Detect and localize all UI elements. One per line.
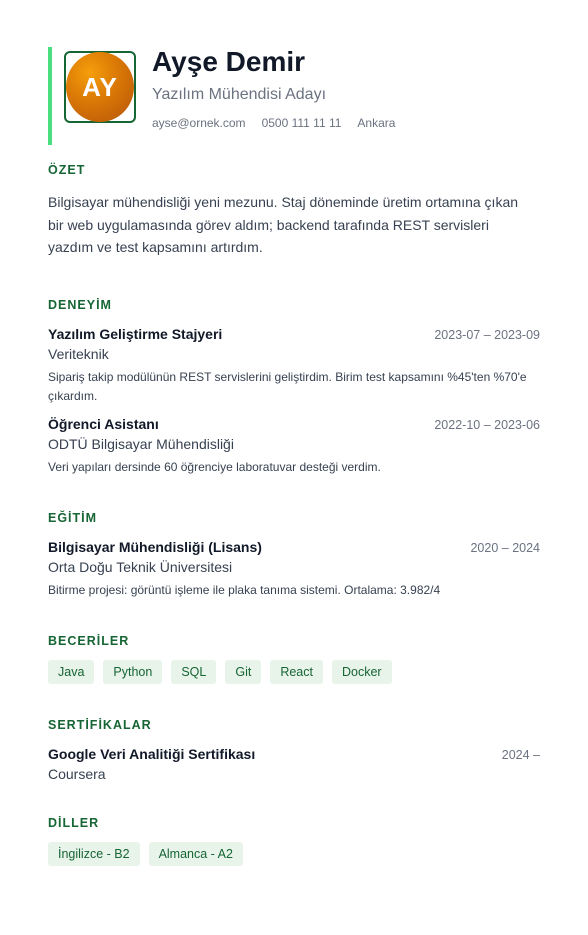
education-entry [48,539,540,600]
experience-role: Yazılım Geliştirme Stajyeri [48,325,223,342]
language-chip: İngilizce - B2 [48,842,140,866]
experience-section [48,298,540,477]
certificate-date: 2024 – [501,747,540,762]
section-title-certificates: SERTİFİKALAR [48,717,152,732]
skill-chip: Java [48,660,94,684]
certificate-name: Google Veri Analitiği Sertifikası [48,745,256,762]
candidate-name: Ayşe Demir [152,46,306,77]
section-title-experience: DENEYİM [48,297,112,312]
skill-chip: Python [103,660,162,684]
avatar: AY [66,52,134,122]
city-text: Ankara [357,116,396,130]
experience-desc: Sipariş takip modülünün REST servislerini geliştirdim. Birim test kapsamını %45'ten %70'e çıkardım. [48,369,527,403]
section-title-education: EĞİTİM [48,510,98,525]
experience-org: ODTÜ Bilgisayar Mühendisliği [48,435,234,452]
experience-entry [48,326,540,406]
resume-header [48,47,540,145]
section-title-languages: DİLLER [48,815,100,830]
skill-chip: SQL [171,660,216,684]
phone-text: 0500 111 11 11 [261,116,342,130]
summary-section [48,163,540,259]
experience-role: Öğrenci Asistanı [48,415,159,432]
section-title-summary: ÖZET [48,163,86,177]
education-date: 2020 – 2024 [470,540,540,555]
skills-section [48,634,540,684]
experience-desc: Veri yapıları dersinde 60 öğrenciye laboratuvar desteği verdim. [48,459,381,474]
skill-chip: Git [225,660,261,684]
experience-org: Veriteknik [48,345,109,362]
skill-chip: Docker [332,660,392,684]
certificate-issuer: Coursera [48,765,106,782]
language-chip: Almanca - A2 [149,842,243,866]
languages-section [48,816,540,866]
education-degree: Bilgisayar Mühendisliği (Lisans) [48,538,262,555]
candidate-role: Yazılım Mühendisi Adayı [152,86,327,103]
education-desc: Bitirme projesi: görüntü işleme ile plaka tanıma sistemi. Ortalama: 3.982/4 [48,582,441,597]
section-title-skills: BECERİLER [48,633,130,648]
experience-date: 2023-07 – 2023-09 [434,327,540,342]
skill-chip: React [270,660,323,684]
certificate-entry [48,746,540,782]
avatar-frame [64,51,136,123]
certificates-section [48,718,540,782]
education-section [48,511,540,600]
summary-text: Bilgisayar mühendisliği yeni mezunu. Staj döneminde üretim ortamına çıkan bir web uygulamasında görev aldım; backend tarafında REST servisleri yazdım ve test kapsamını artırdım. [48,194,519,255]
education-school: Orta Doğu Teknik Üniversitesi [48,558,233,575]
skills-list [48,660,540,684]
languages-list [48,842,540,866]
experience-date: 2022-10 – 2023-06 [434,417,540,432]
email-text: ayse@ornek.com [152,116,246,130]
contact-info [152,116,395,130]
experience-entry [48,416,540,477]
header-text [152,47,395,130]
